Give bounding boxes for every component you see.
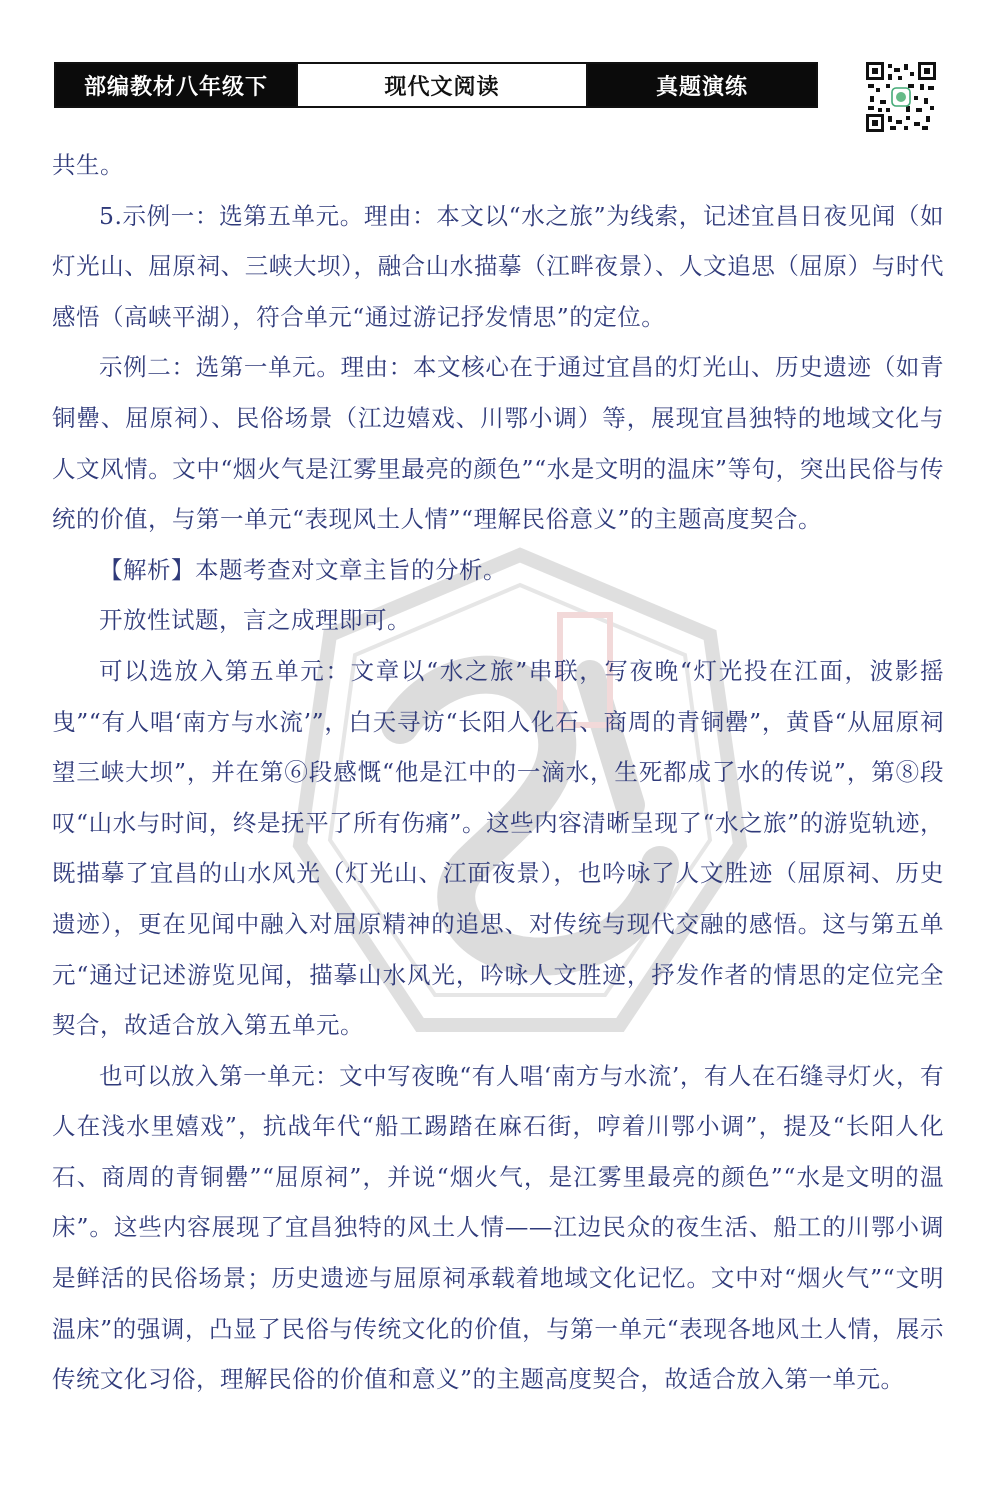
- paragraph: 开放性试题，言之成理即可。: [99, 606, 411, 635]
- analysis-text: 本题考查对文章主旨的分析。: [195, 555, 507, 584]
- qr-code-icon: [866, 62, 936, 132]
- header-bar: [54, 62, 818, 108]
- paragraph: 也可以放入第一单元：文中写夜晚“有人唱‘南方与水流’，有人在石缝寻灯火，有人在浅水里嬉戏”，抗战年代“船工踢踏在麻石街，哼着川鄂小调”，提及“长阳人化石、商周的青铜罍”“屈原祠”，并说“烟火气，是江雾里最亮的颜色”“水是文明的温床”。这些内容展现了宜昌独特的风土人情——江边民众的夜生活、船工的川鄂小调是鲜活的民俗场景；历史遗迹与屈原祠承载着地域文化记忆。文中对“烟火气”“文明温床”的强调，凸显了民俗与传统文化的价值，与第一单元“表现各地风土人情，展示传统文化习俗，理解民俗的价值和意义”的主题高度契合，故适合放入第一单元。: [52, 1061, 944, 1394]
- header-practice-label: 真题演练: [588, 64, 816, 106]
- paragraph: 5.示例一：选第五单元。理由：本文以“水之旅”为线索，记述宜昌日夜见闻（如灯光山、屈原祠、三峡大坝），融合山水描摹（江畔夜景）、人文追思（屈原）与时代感悟（高峡平湖），符合单元“通过游记抒发情思”的定位。: [52, 201, 944, 331]
- header-grade-label: 部编教材八年级下: [56, 64, 296, 106]
- answer-text-body: [52, 140, 944, 1405]
- paragraph: 示例二：选第一单元。理由：本文核心在于通过宜昌的灯光山、历史遗迹（如青铜罍、屈原祠）、民俗场景（江边嬉戏、川鄂小调）等，展现宜昌独特的地域文化与人文风情。文中“烟火气是江雾里最亮的颜色”“水是文明的温床”等句，突出民俗与传统的价值，与第一单元“表现风土人情”“理解民俗意义”的主题高度契合。: [52, 353, 944, 534]
- paragraph: 共生。: [52, 151, 124, 179]
- analysis-label: 【解析】: [99, 555, 195, 584]
- header-section-label: 现代文阅读: [296, 64, 588, 106]
- paragraph: 可以选放入第五单元：文章以“水之旅”串联，写夜晚“灯光投在江面，波影摇曳”“有人唱‘南方与水流’”，白天寻访“长阳人化石、商周的青铜罍”，黄昏“从屈原祠望三峡大坝”，并在第⑥段感慨“他是江中的一滴水，生死都成了水的传说”，第⑧段叹“山水与时间，终是抚平了所有伤痛”。这些内容清晰呈现了“水之旅”的游览轨迹，既描摹了宜昌的山水风光（灯光山、江面夜景），也吟咏了人文胜迹（屈原祠、历史遗迹），更在见闻中融入对屈原精神的追思、对传统与现代交融的感悟。这与第五单元“通过记述游览见闻，描摹山水风光，吟咏人文胜迹，抒发作者的情思的定位完全契合，故适合放入第五单元。: [52, 656, 944, 1040]
- analysis-paragraph: [52, 545, 944, 596]
